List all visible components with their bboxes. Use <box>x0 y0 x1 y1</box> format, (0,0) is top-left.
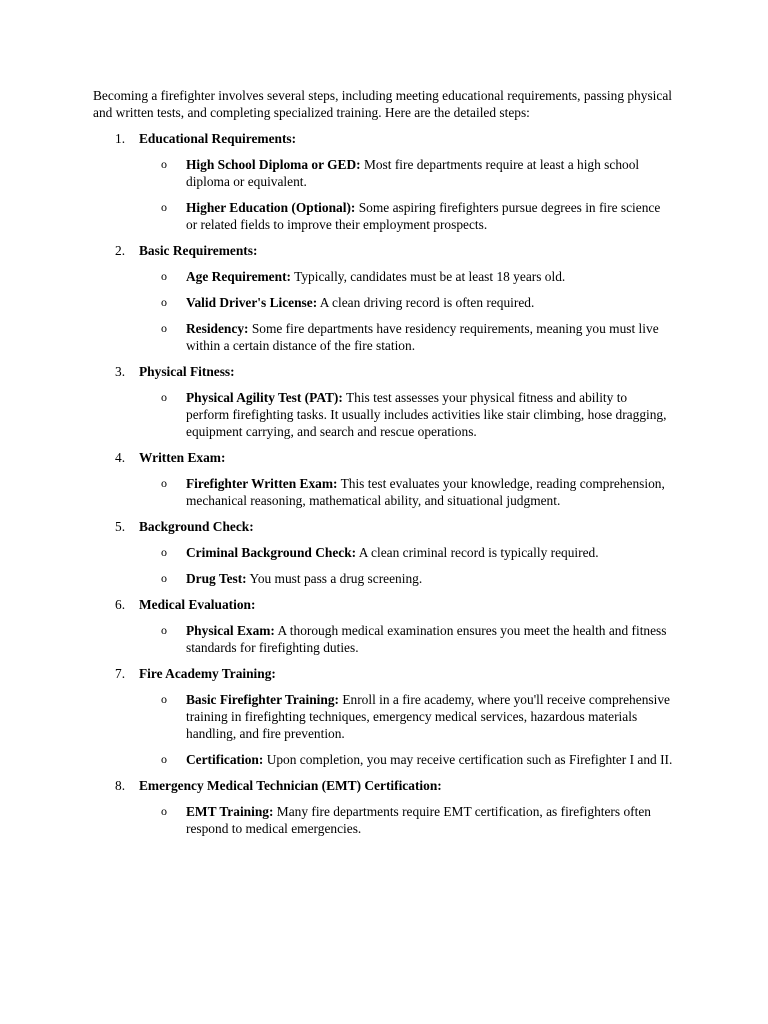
sub-item-label: Physical Exam: <box>186 623 275 638</box>
sub-item-label: Physical Agility Test (PAT): <box>186 390 343 405</box>
sub-item-label: Firefighter Written Exam: <box>186 476 338 491</box>
sub-item <box>93 268 673 285</box>
sub-list <box>93 544 673 587</box>
sub-list <box>93 389 673 440</box>
step-item <box>93 449 673 509</box>
step-number: 4. <box>115 450 126 465</box>
circle-bullet-icon: o <box>161 571 167 585</box>
circle-bullet-icon: o <box>161 476 167 490</box>
sub-item-label: Age Requirement: <box>186 269 291 284</box>
circle-bullet-icon: o <box>161 623 167 637</box>
circle-bullet-icon: o <box>161 390 167 404</box>
sub-item <box>93 622 673 656</box>
sub-item-text: A clean driving record is often required. <box>317 295 535 310</box>
sub-item-text: Typically, candidates must be at least 18 years old. <box>291 269 566 284</box>
circle-bullet-icon: o <box>161 804 167 818</box>
sub-item-label: Certification: <box>186 752 264 767</box>
step-heading <box>93 665 673 682</box>
sub-item-text: A clean criminal record is typically required. <box>356 545 599 560</box>
step-heading <box>93 130 673 147</box>
step-item <box>93 363 673 440</box>
sub-item <box>93 751 673 768</box>
sub-item-text: Some aspiring firefighters pursue degrees in fire science or related fields to improve their employment prospects. <box>186 200 661 232</box>
sub-list <box>93 156 673 233</box>
step-heading <box>93 363 673 380</box>
sub-item-label: Criminal Background Check: <box>186 545 357 560</box>
sub-item <box>93 389 673 440</box>
step-title: Medical Evaluation: <box>139 597 256 612</box>
sub-list <box>93 268 673 354</box>
sub-item <box>93 475 673 509</box>
circle-bullet-icon: o <box>161 321 167 335</box>
circle-bullet-icon: o <box>161 157 167 171</box>
step-title: Physical Fitness: <box>139 364 235 379</box>
steps-list <box>93 130 673 837</box>
step-heading <box>93 596 673 613</box>
intro-paragraph: Becoming a firefighter involves several steps, including meeting educational requirements, passing physical and written tests, and completing specialized training. Here are the detailed steps: <box>93 88 672 120</box>
sub-item <box>93 156 673 190</box>
sub-list <box>93 691 673 768</box>
circle-bullet-icon: o <box>161 692 167 706</box>
step-title: Emergency Medical Technician (EMT) Certification: <box>139 778 442 793</box>
sub-item <box>93 544 673 561</box>
sub-item-text: A thorough medical examination ensures you meet the health and fitness standards for firefighting duties. <box>186 623 667 655</box>
sub-item-label: Residency: <box>186 321 249 336</box>
step-item <box>93 242 673 354</box>
sub-item-text: This test evaluates your knowledge, reading comprehension, mechanical reasoning, mathematical ability, and situational judgment. <box>186 476 665 508</box>
step-number: 3. <box>115 364 126 379</box>
sub-item-text: Many fire departments require EMT certification, as firefighters often respond to medical emergencies. <box>186 804 651 836</box>
step-number: 1. <box>115 131 126 146</box>
step-title: Fire Academy Training: <box>139 666 276 681</box>
circle-bullet-icon: o <box>161 295 167 309</box>
sub-item-text: Upon completion, you may receive certification such as Firefighter I and II. <box>263 752 673 767</box>
step-number: 2. <box>115 243 126 258</box>
step-item <box>93 130 673 233</box>
step-number: 5. <box>115 519 126 534</box>
sub-item-text: Most fire departments require at least a high school diploma or equivalent. <box>186 157 640 189</box>
sub-list <box>93 622 673 656</box>
step-item <box>93 518 673 587</box>
step-item <box>93 777 673 837</box>
step-item <box>93 596 673 656</box>
sub-item <box>93 803 673 837</box>
sub-item-label: Drug Test: <box>186 571 247 586</box>
sub-item <box>93 199 673 233</box>
step-heading <box>93 449 673 466</box>
sub-item-text: This test assesses your physical fitness and ability to perform firefighting tasks. It usually includes activities like stair climbing, hose dragging, equipment carrying, and search and rescue operations. <box>186 390 667 439</box>
circle-bullet-icon: o <box>161 752 167 766</box>
step-number: 8. <box>115 778 126 793</box>
step-item <box>93 665 673 768</box>
sub-item-text: You must pass a drug screening. <box>246 571 423 586</box>
sub-item <box>93 320 673 354</box>
sub-item <box>93 691 673 742</box>
circle-bullet-icon: o <box>161 200 167 214</box>
sub-item-label: Basic Firefighter Training: <box>186 692 339 707</box>
step-heading <box>93 518 673 535</box>
sub-list <box>93 475 673 509</box>
sub-item <box>93 570 673 587</box>
step-title: Basic Requirements: <box>139 243 258 258</box>
sub-item-label: Higher Education (Optional): <box>186 200 356 215</box>
document-page <box>93 87 673 846</box>
step-number: 7. <box>115 666 126 681</box>
sub-item-label: Valid Driver's License: <box>186 295 318 310</box>
step-title: Written Exam: <box>139 450 226 465</box>
step-number: 6. <box>115 597 126 612</box>
circle-bullet-icon: o <box>161 545 167 559</box>
step-title: Educational Requirements: <box>139 131 297 146</box>
sub-item-text: Enroll in a fire academy, where you'll receive comprehensive training in firefighting techniques, emergency medical services, hazardous materials handling, and fire prevention. <box>186 692 670 741</box>
sub-item <box>93 294 673 311</box>
circle-bullet-icon: o <box>161 269 167 283</box>
sub-item-label: EMT Training: <box>186 804 274 819</box>
step-title: Background Check: <box>139 519 254 534</box>
sub-item-label: High School Diploma or GED: <box>186 157 361 172</box>
step-heading <box>93 777 673 794</box>
sub-list <box>93 803 673 837</box>
step-heading <box>93 242 673 259</box>
sub-item-text: Some fire departments have residency requirements, meaning you must live within a certain distance of the fire station. <box>186 321 659 353</box>
